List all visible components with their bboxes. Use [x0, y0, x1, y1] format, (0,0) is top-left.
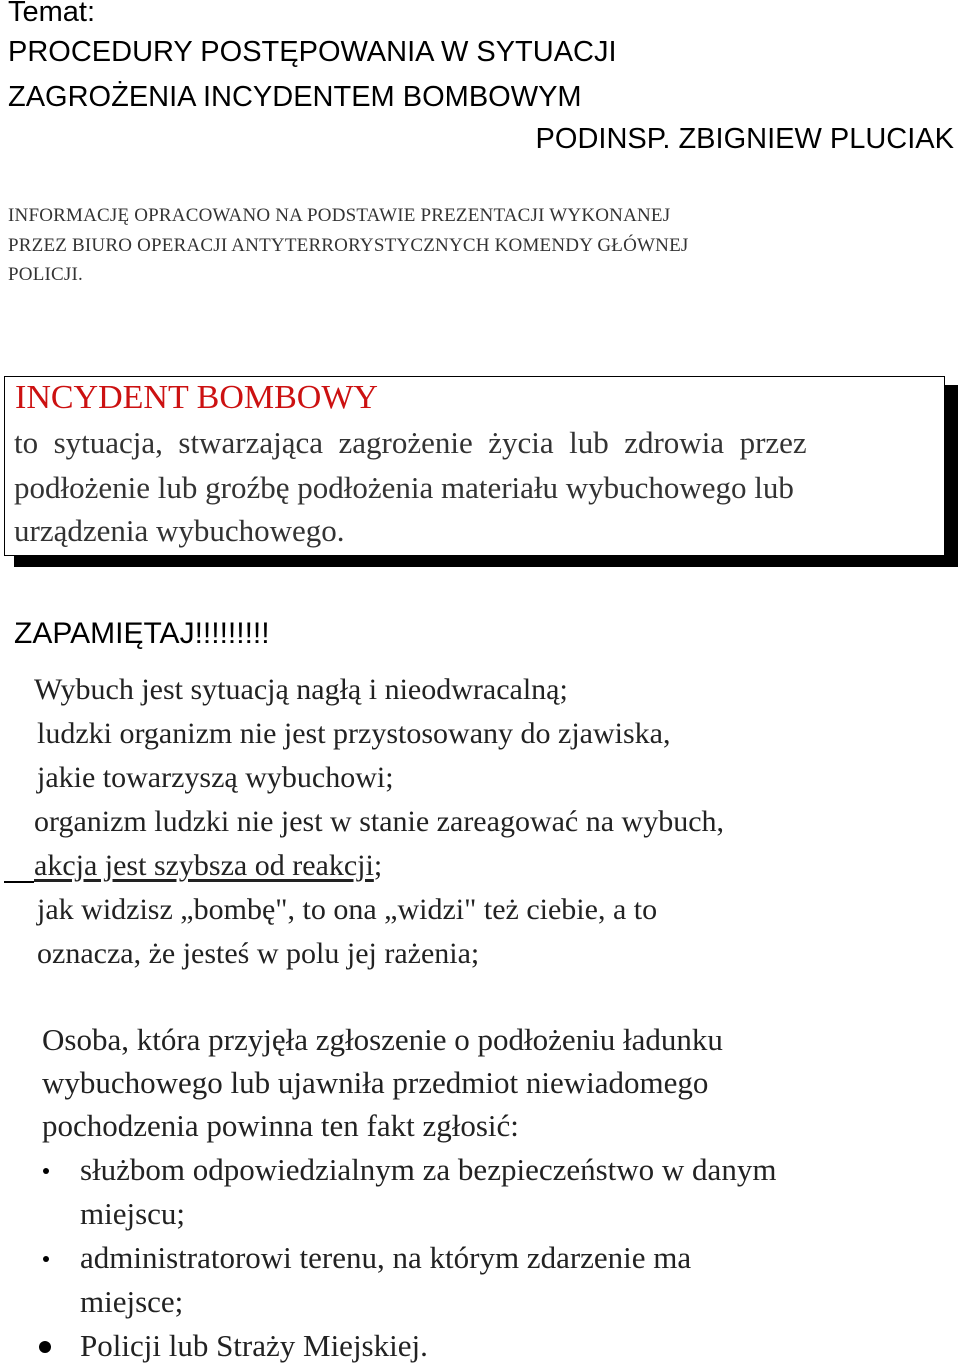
definition-box — [4, 376, 945, 556]
bullet-1 — [43, 1168, 49, 1174]
warning-line-4: organizm ludzki nie jest w stanie zareagować na wybuch, — [34, 805, 725, 838]
bullet-item-2-line-1: administratorowi terenu, na którym zdarzenie ma — [80, 1240, 692, 1275]
info-line-3: POLICJI. — [8, 264, 83, 285]
warning-line-6: jak widzisz „bombę", to ona „widzi" też ciebie, a to — [37, 893, 658, 926]
bullet-item-1-line-1: służbom odpowiedzialnym za bezpieczeństwo w danym — [80, 1152, 777, 1187]
bullet-3 — [39, 1341, 51, 1353]
underline-lead — [4, 881, 34, 883]
warning-line-5-end: ; — [373, 849, 383, 882]
warning-line-7: oznacza, że jesteś w polu jej rażenia; — [37, 937, 480, 970]
remember-heading: ZAPAMIĘTAJ!!!!!!!!! — [14, 617, 270, 650]
topic-label: Temat: — [8, 0, 96, 28]
report-line-3: pochodzenia powinna ten fakt zgłosić: — [42, 1108, 519, 1143]
bullet-2 — [43, 1256, 49, 1262]
warning-line-5 — [34, 849, 382, 883]
definition-line-1: to sytuacja, stwarzająca zagrożenie życia lub zdrowia przez — [14, 425, 807, 460]
info-line-2: PRZEZ BIURO OPERACJI ANTYTERRORYSTYCZNYCH KOMENDY GŁÓWNEJ — [8, 235, 689, 256]
definition-line-3: urządzenia wybuchowego. — [14, 513, 345, 548]
bullet-item-1-line-2: miejscu; — [80, 1196, 186, 1231]
bullet-item-3: Policji lub Straży Miejskiej. — [80, 1328, 428, 1363]
author: PODINSP. ZBIGNIEW PLUCIAK — [535, 123, 954, 155]
definition-title: INCYDENT BOMBOWY — [15, 379, 378, 416]
warning-line-5-underlined: akcja jest szybsza od reakcji — [34, 849, 374, 882]
document-title-line-2: ZAGROŻENIA INCYDENTEM BOMBOWYM — [8, 81, 582, 113]
report-line-2: wybuchowego lub ujawniła przedmiot niewiadomego — [42, 1065, 709, 1100]
document-title-line-1: PROCEDURY POSTĘPOWANIA W SYTUACJI — [8, 36, 617, 68]
report-line-1: Osoba, która przyjęła zgłoszenie o podłożeniu ładunku — [42, 1022, 723, 1057]
warning-line-1: Wybuch jest sytuacją nagłą i nieodwracalną; — [34, 673, 568, 706]
definition-line-2: podłożenie lub groźbę podłożenia materiału wybuchowego lub — [14, 470, 794, 505]
warning-line-2: ludzki organizm nie jest przystosowany do zjawiska, — [37, 717, 671, 750]
warning-line-3: jakie towarzyszą wybuchowi; — [37, 761, 394, 794]
info-line-1: INFORMACJĘ OPRACOWANO NA PODSTAWIE PREZENTACJI WYKONANEJ — [8, 205, 671, 226]
bullet-item-2-line-2: miejsce; — [80, 1284, 184, 1319]
